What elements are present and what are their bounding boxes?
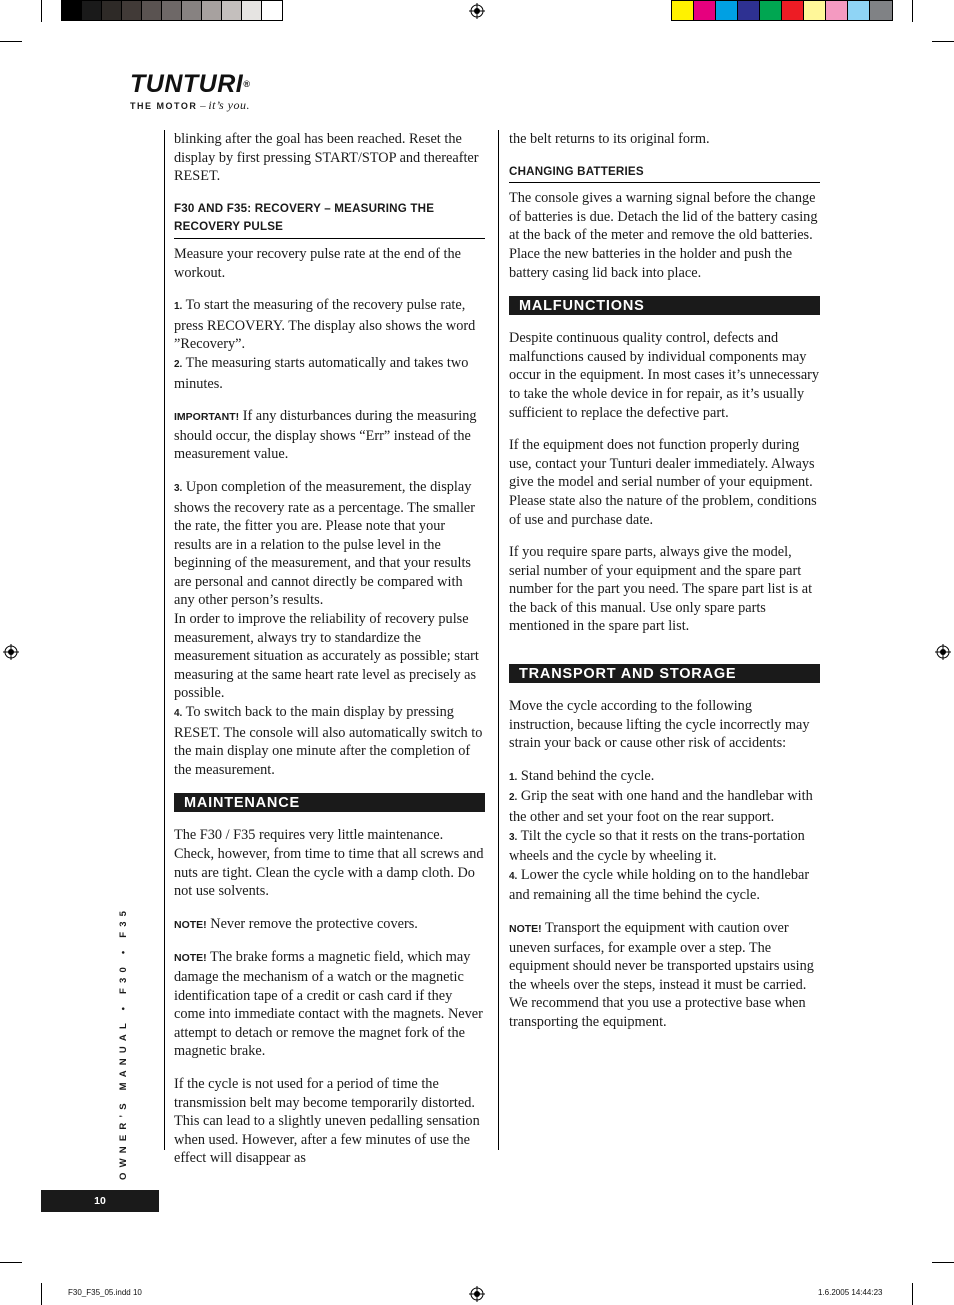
color-swatch [242,1,262,20]
note-text: Never remove the protective covers. [206,915,418,932]
transport-intro: Move the cycle according to the following instruction, because lifting the cycle incorrectly may strain your back or cause other risk of accidents: [509,698,810,752]
color-swatch [102,1,122,20]
step-text: Tilt the cycle so that it rests on the trans-portation wheels and the cycle by wheeling it. [509,827,805,865]
step-text: Upon completion of the measurement, the display shows the recovery rate as a percentage. The smaller the rate, the fitter you are. Please note that your results are in a relation to the pulse level in the beginning of the measurement, and that your results are personal and cannot directly be compared with any other person’s results. [174,478,476,609]
left-column-rule [164,130,165,1150]
step-number: 3. [174,482,183,494]
transport-step-1 [509,767,820,788]
note-magnetic-field [174,948,485,1061]
crop-mark [41,0,42,22]
step-text: The measuring starts automatically and takes two minutes. [174,354,469,392]
belt-paragraph: If the cycle is not used for a period of time the transmission belt may become temporarily distorted. This can lead to a slightly uneven pedalling sensation when used. However, after a few minutes of use the effect will disappear as [174,1075,480,1167]
section-title-maintenance: MAINTENANCE [174,793,485,812]
note-label: NOTE! [174,918,207,931]
important-note [174,407,485,464]
color-swatch [122,1,142,20]
intro-paragraph: blinking after the goal has been reached. Reset the display by first pressing START/STOP and thereafter RESET. [174,131,479,185]
color-swatch [782,1,804,20]
note-label: NOTE! [509,923,542,935]
transport-step-3 [509,827,820,866]
step-text: Stand behind the cycle. [517,767,655,784]
transport-step-2 [509,787,820,826]
manual-sidebar-label: OWNER’S MANUAL • F30 • F35 [118,905,129,1180]
color-swatch [694,1,716,20]
recovery-step-2 [174,354,485,393]
recovery-step-3-continued: In order to improve the reliability of recovery pulse measurement, always try to standardize the measurement situation as accurately as possible; start measuring at the same heart rate level as precisely as possible. [174,611,479,702]
column-divider [498,130,499,1150]
right-column [509,130,820,1032]
footer-filename: F30_F35_05.indd 10 [68,1288,142,1297]
grayscale-bar [61,0,283,21]
section-title-malfunctions: MALFUNCTIONS [509,296,820,315]
crop-mark [0,41,22,42]
transport-note [509,919,820,1032]
color-swatch [870,1,892,20]
step-text: Grip the seat with one hand and the handlebar with the other and set your foot on the rear support. [509,788,813,826]
malfunctions-paragraph-3: If you require spare parts, always give the model, serial number of your equipment and the spare part number for the part you need. The spare part list is at the back of this manual. Use only spare parts mentioned in the spare part list. [509,544,813,635]
left-column [174,130,485,1168]
malfunctions-paragraph-1: Despite continuous quality control, defects and malfunctions caused by individual components may occur in the equipment. In most cases it’s unnecessary to take the whole device in for repair, as it’s usually sufficient to replace the defective part. [509,330,820,421]
transport-step-4 [509,866,820,905]
batteries-paragraph: The console gives a warning signal before the change of batteries is due. Detach the lid of the battery casing at the back of the meter and remove the old batteries. Place the new batteries in the holder and push the battery casing lid back into place. [509,190,818,281]
color-swatch [826,1,848,20]
crop-mark [932,41,954,42]
color-swatch [162,1,182,20]
registration-target-icon [469,1286,485,1302]
important-text: If any disturbances during the measuring should occur, the display shows “Err” instead of the measurement value. [174,408,477,463]
step-number: 3. [509,831,518,843]
malfunctions-paragraph-2: If the equipment does not function properly during use, contact your Tunturi dealer immediately. Always give the model and serial number of your equipment. Please state also the nature of the problem, conditions of use and purchase date. [509,437,817,528]
logo-wordmark: TUNTURI [130,70,244,98]
note-text: The brake forms a magnetic field, which may damage the mechanism of a watch or the magnetic identification tape of a credit or cash card if they come into immediate contact with the magnets. Never attempt to detach or remove the magnet fork of the magnetic brake. [174,949,483,1060]
important-label: IMPORTANT! [174,411,240,424]
color-swatch [182,1,202,20]
color-swatch [222,1,242,20]
logo-dash: – [197,100,209,112]
maintenance-paragraph: The F30 / F35 requires very little maintenance. Check, however, from time to time that all screws and nuts are tight. Clean the cycle with a damp cloth. Do not use solvents. [174,827,484,900]
step-text: To switch back to the main display by pressing RESET. The console will also automatically switch to the main display one minute after the completion of the measurement. [174,704,483,778]
crop-mark [912,1283,913,1305]
step-number: 4. [174,708,183,720]
recovery-intro: Measure your recovery pulse rate at the end of the workout. [174,245,462,281]
color-swatch [142,1,162,20]
step-number: 1. [509,771,518,783]
color-calibration-bar [671,0,893,21]
recovery-heading: F30 AND F35: RECOVERY – MEASURING THE RECOVERY PULSE [174,200,485,239]
registered-mark: ® [243,79,251,89]
batteries-heading: CHANGING BATTERIES [509,163,820,184]
footer-timestamp: 1.6.2005 14:44:23 [818,1288,883,1297]
color-swatch [848,1,870,20]
recovery-step-1 [174,296,485,354]
tunturi-logo [130,72,250,113]
color-swatch [202,1,222,20]
color-swatch [760,1,782,20]
step-number: 4. [509,870,518,882]
step-number: 1. [174,301,183,313]
belt-continued: the belt returns to its original form. [509,131,710,147]
page-number: 10 [41,1190,159,1212]
color-swatch [716,1,738,20]
logo-tagline: it’s you. [208,98,250,112]
recovery-step-4 [174,703,485,779]
note-protective-covers [174,915,485,935]
step-number: 2. [509,792,518,804]
logo-subtitle: THE MOTOR [130,101,198,111]
color-swatch [738,1,760,20]
color-swatch [672,1,694,20]
section-title-transport: TRANSPORT AND STORAGE [509,664,820,683]
crop-mark [932,1262,954,1263]
registration-target-icon [469,3,485,19]
crop-mark [41,1283,42,1305]
crop-mark [0,1262,22,1263]
color-swatch [262,1,282,20]
step-text: To start the measuring of the recovery pulse rate, press RECOVERY. The display also shows the word ”Recovery”. [174,297,476,353]
note-label: NOTE! [174,952,207,965]
recovery-step-3 [174,478,485,610]
note-text: Transport the equipment with caution over uneven surfaces, for example over a step. The equipment should never be transported upstairs using the wheels over the steps, instead it must be carried. We recommend that you use a protective base when transporting the equipment. [509,920,814,1030]
step-text: Lower the cycle while holding on to the handlebar and remaining all the time behind the cycle. [509,866,810,904]
registration-target-icon [3,644,19,660]
color-swatch [62,1,82,20]
color-swatch [82,1,102,20]
crop-mark [912,0,913,22]
color-swatch [804,1,826,20]
step-number: 2. [174,358,183,370]
registration-target-icon [935,644,951,660]
